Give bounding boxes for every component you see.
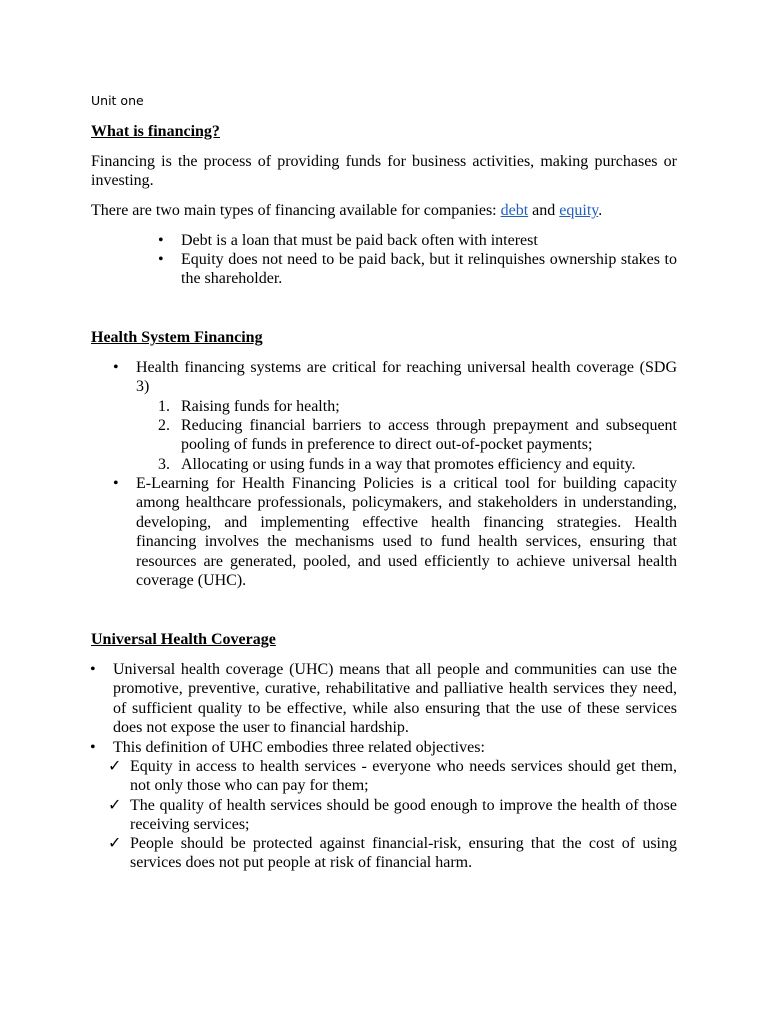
list-item [158,231,677,250]
period-text: . [598,202,603,219]
elearning-bullet-text: E-Learning for Health Financing Policies is a critical tool for building capacity among healthcare professionals, policymakers, and stakeholders in understanding, developing, and implementing effective health financing strategies. Health financing involves the mechanisms used to fund health services, ensuring that resources are generated, pooled, and used efficiently to achieve universal health coverage (UHC). [136,475,677,590]
bullet-marker: • [158,232,164,249]
numbered-item [158,455,677,474]
check-icon: ✓ [108,835,122,852]
numbered-item-text: Reducing financial barriers to access through prepayment and subsequent pooling of funds in preference to direct out-of-pocket payments; [181,417,677,454]
financing-types-intro [91,201,677,220]
list-item [90,738,677,757]
equity-link[interactable]: equity [559,202,599,219]
number-marker: 1. [158,398,170,415]
uhc-definition-text: Universal health coverage (UHC) means that all people and communities can use the promotive, preventive, curative, rehabilitative and palliative health services they need, of sufficient quality to be effective, while also ensuring that the use of these services does not expose the user to financial hardship. [113,661,677,737]
types-intro-text: There are two main types of financing available for companies: [91,202,501,219]
and-text: and [528,202,560,219]
bullet-marker: • [90,739,96,756]
number-marker: 2. [158,417,170,434]
objective-text: Equity in access to health services - everyone who needs services should get them, not only those who can pay for them; [130,758,677,795]
heading-health-system-financing: Health System Financing [91,329,263,346]
heading-what-is-financing: What is financing? [91,123,220,140]
heading-universal-health-coverage: Universal Health Coverage [91,631,276,648]
bullet-marker: • [113,475,119,492]
uhc-objectives-intro-text: This definition of UHC embodies three related objectives: [113,739,485,756]
debt-link[interactable]: debt [500,202,529,219]
unit-label: Unit one [91,93,144,108]
health-financing-bullet-text: Health financing systems are critical for reaching universal health coverage (SDG 3) [136,359,677,396]
objective-text: People should be protected against financial-risk, ensuring that the cost of using services does not put people at risk of financial harm. [130,835,677,872]
checklist-item [108,834,677,873]
bullet-marker: • [113,359,119,376]
list-item [90,660,677,738]
financing-definition: Financing is the process of providing funds for business activities, making purchases or investing. [91,153,677,190]
bullet-marker: • [90,661,96,678]
objective-text: The quality of health services should be good enough to improve the health of those receiving services; [130,797,677,834]
checklist-item [108,796,677,835]
numbered-item [158,397,677,416]
numbered-item [158,416,677,455]
list-item [113,358,677,397]
list-item [113,474,677,590]
check-icon: ✓ [108,797,122,814]
bullet-marker: • [158,251,164,268]
debt-bullet-text: Debt is a loan that must be paid back often with interest [181,232,538,249]
numbered-item-text: Allocating or using funds in a way that promotes efficiency and equity. [181,456,636,473]
numbered-item-text: Raising funds for health; [181,398,340,415]
checklist-item [108,757,677,796]
equity-bullet-text: Equity does not need to be paid back, but it relinquishes ownership stakes to the shareholder. [181,251,677,288]
number-marker: 3. [158,456,170,473]
check-icon: ✓ [108,758,122,775]
list-item [158,250,677,289]
